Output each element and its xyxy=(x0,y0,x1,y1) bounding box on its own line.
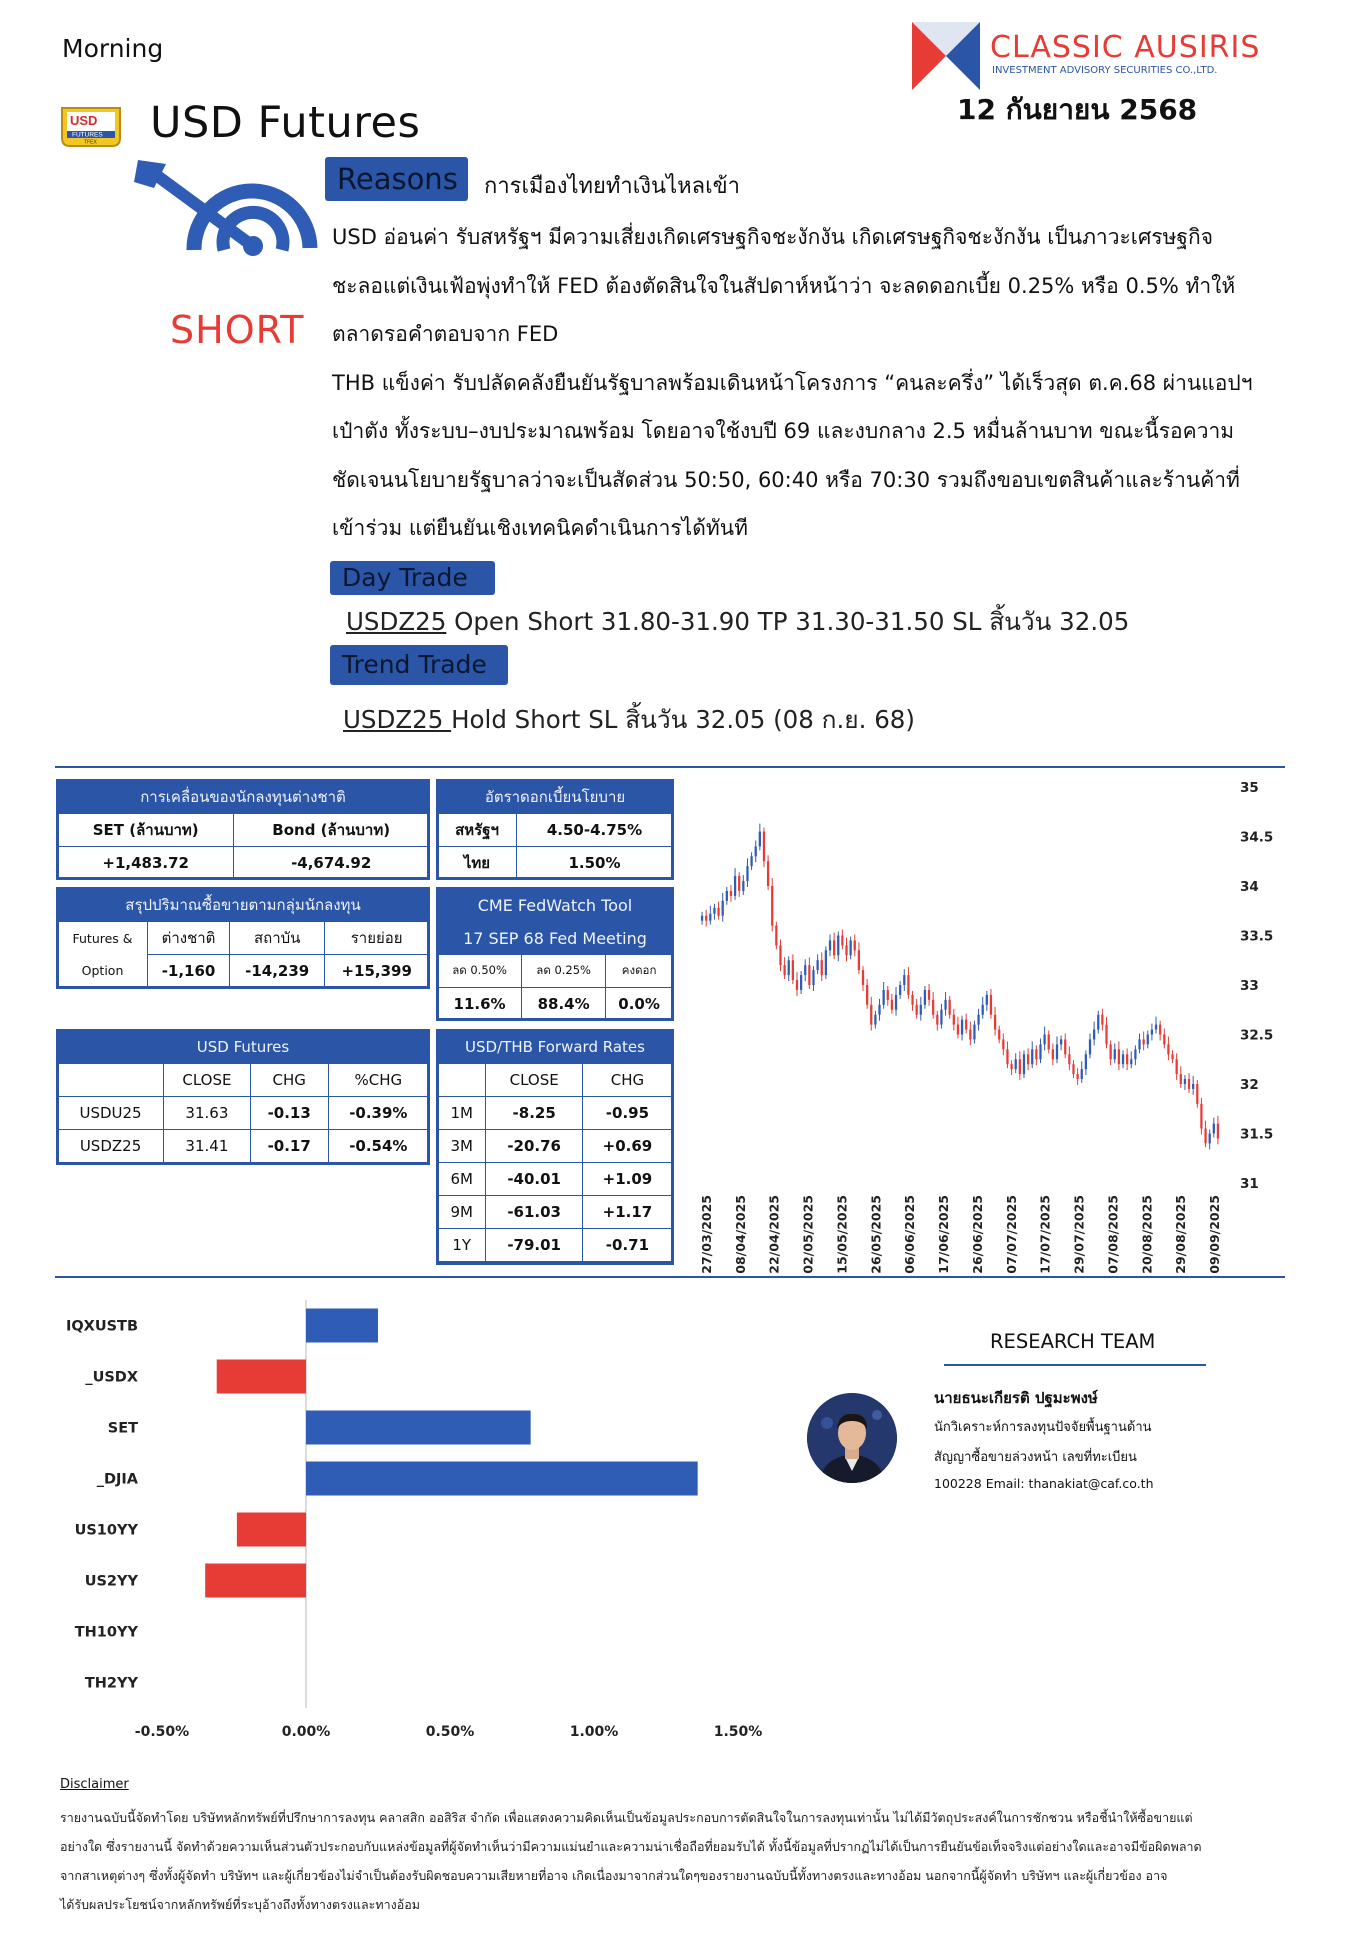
candle-body xyxy=(982,1005,984,1015)
usd-futures-pctchg: -0.54% xyxy=(328,1130,428,1163)
candle-body xyxy=(862,970,864,985)
bar-category-label: _USDX xyxy=(85,1369,138,1386)
candle-body xyxy=(1097,1015,1099,1030)
research-heading-underline xyxy=(944,1364,1206,1366)
reason-line: USD อ่อนค่า รับสหรัฐฯ มีความเสี่ยงเกิดเศรษฐกิจชะงักงัน เกิดเศรษฐกิจชะงักงัน เป็นภาวะเศรษฐกิจ xyxy=(332,225,1214,249)
reason-line: THB แข็งค่า รับปลัดคลังยืนยันรัฐบาลพร้อมเดินหน้าโครงการ “คนละครึ่ง” ได้เร็วสุด ต.ค.68 ผ่านแอปฯ xyxy=(332,370,1253,395)
candle-body xyxy=(1023,1054,1025,1074)
forward-rates-title: USD/THB Forward Rates xyxy=(438,1031,673,1064)
candle-body xyxy=(808,965,810,985)
bar xyxy=(217,1360,306,1394)
bar-category-label: US10YY xyxy=(74,1522,138,1539)
candle-body xyxy=(841,936,843,946)
candle-body xyxy=(845,945,847,955)
candle-body xyxy=(998,1030,1000,1040)
candle-body xyxy=(1110,1044,1112,1059)
report-date: 12 กันยายน 2568 xyxy=(957,93,1198,126)
candle-body xyxy=(994,1015,996,1030)
bar-category-label: SET xyxy=(107,1420,138,1437)
usd-futures-badge-icon xyxy=(58,104,124,150)
analyst-line1: นักวิเคราะห์การลงทุนปัจจัยพื้นฐานด้าน xyxy=(934,1420,1152,1435)
candle-body xyxy=(1101,1015,1103,1025)
reason-line: เป๋าตัง ทั้งระบบ–งบประมาณพร้อม โดยอาจใช้งบปี 69 และงบกลาง 2.5 หมื่นล้านบาท ขณะนี้รอความ xyxy=(332,419,1235,443)
candle-body xyxy=(1114,1049,1116,1059)
day-trade-symbol: USDZ25 xyxy=(346,607,447,636)
trend-trade-line xyxy=(343,700,915,739)
svg-text:TFEX: TFEX xyxy=(84,139,97,146)
investor-value-foreign: -1,160 xyxy=(148,955,230,988)
usdthb-candlestick-chart xyxy=(690,780,1290,1275)
investor-header-foreign: ต่างชาติ xyxy=(148,922,230,955)
investor-summary-table xyxy=(57,888,429,988)
x-tick-label: 27/03/2025 xyxy=(699,1195,714,1274)
usd-futures-table xyxy=(57,1030,429,1163)
candle-body xyxy=(1010,1064,1012,1069)
candle-body xyxy=(870,1005,872,1025)
candle-body xyxy=(1085,1054,1087,1069)
candle-body xyxy=(713,908,715,914)
bar-x-tick-label: -0.50% xyxy=(134,1724,190,1740)
disclaimer-body xyxy=(60,1803,1270,1919)
y-tick-label: 33 xyxy=(1240,978,1259,994)
x-tick-label: 26/06/2025 xyxy=(969,1195,985,1274)
fedwatch-header-cut25: ลด 0.25% xyxy=(522,955,606,988)
reasons-headline: การเมืองไทยทำเงินไหลเข้า xyxy=(484,174,741,199)
bar-category-label: _DJIA xyxy=(96,1471,138,1488)
candle-body xyxy=(742,881,744,891)
candle-body xyxy=(936,1015,938,1025)
product-title: USD Futures xyxy=(150,98,421,148)
forward-close: -61.03 xyxy=(486,1196,582,1229)
bar-x-tick-label: 0.50% xyxy=(425,1724,475,1740)
foreign-flow-col2: Bond (ล้านบาท) xyxy=(234,814,429,847)
usd-futures-header-blank xyxy=(58,1064,164,1097)
candle-body xyxy=(788,960,790,975)
candle-body xyxy=(1081,1069,1083,1079)
forward-chg: +1.17 xyxy=(582,1196,672,1229)
candle-body xyxy=(792,960,794,980)
table-row xyxy=(438,1196,673,1229)
candle-body xyxy=(1155,1025,1157,1030)
candle-body xyxy=(944,1000,946,1010)
usd-futures-symbol: USDZ25 xyxy=(58,1130,164,1163)
candle-body xyxy=(916,1005,918,1015)
candle-body xyxy=(949,1000,951,1015)
bar-category-label: TH10YY xyxy=(74,1624,138,1641)
market-change-bar-chart xyxy=(0,1290,800,1760)
candle-body xyxy=(734,876,736,896)
fedwatch-value-cut25: 88.4% xyxy=(522,988,606,1021)
candle-body xyxy=(746,866,748,881)
usd-futures-header-pctchg: %CHG xyxy=(328,1064,428,1097)
candle-body xyxy=(759,832,761,847)
candle-body xyxy=(920,1005,922,1015)
candle-body xyxy=(903,975,905,985)
forward-header-close: CLOSE xyxy=(486,1064,582,1097)
candle-body xyxy=(1213,1124,1215,1134)
bar xyxy=(306,1309,378,1343)
fedwatch-value-cut50: 11.6% xyxy=(438,988,522,1021)
section-divider-bottom xyxy=(55,1276,1285,1278)
reason-line: ชะลอแต่เงินเฟ้อพุ่งทำให้ FED ต้องตัดสินใจในสัปดาห์หน้าว่า จะลดดอกเบี้ย 0.25% หรือ 0.5% ทำให้ xyxy=(332,273,1236,298)
candle-body xyxy=(1159,1025,1161,1035)
candle-body xyxy=(1056,1044,1058,1059)
candle-body xyxy=(1196,1084,1198,1104)
candle-body xyxy=(1076,1074,1078,1079)
signal-short: SHORT xyxy=(170,308,305,352)
forward-chg: -0.71 xyxy=(582,1229,672,1262)
x-tick-label: 07/07/2025 xyxy=(1003,1195,1019,1274)
candle-body xyxy=(1048,1035,1050,1050)
table-row xyxy=(438,1097,673,1130)
x-tick-label: 17/06/2025 xyxy=(936,1195,952,1274)
bar xyxy=(205,1564,306,1598)
foreign-flow-set: +1,483.72 xyxy=(58,847,234,880)
disclaimer-line: อย่างใด ซึ่งรายงานนี้ จัดทำด้วยความเห็นส่วนตัวประกอบกับแหล่งข้อมูลที่ผู้จัดทำเห็นว่ามีความแม่นยำและความน่าเชื่อถือที่ยอมรับได้ ทั้งนี้ข้อมูลที่ปรากฏไม่ได้เป็นการยืนยันข้อเท็จจริงแต่อย่างใดและอาจมีข้อผิดพลาด xyxy=(60,1839,1202,1854)
investor-header-retail: รายย่อย xyxy=(325,922,429,955)
candle-body xyxy=(1031,1049,1033,1064)
x-tick-label: 29/07/2025 xyxy=(1071,1195,1087,1274)
candle-body xyxy=(783,965,785,975)
bar xyxy=(237,1513,306,1547)
candle-body xyxy=(891,1000,893,1010)
policy-rate-us-value: 4.50-4.75% xyxy=(517,814,673,847)
trend-trade-symbol: USDZ25 xyxy=(343,705,452,734)
analyst-line3: 100228 Email: thanakiat@caf.co.th xyxy=(934,1476,1154,1491)
y-tick-label: 31 xyxy=(1240,1176,1259,1192)
candle-body xyxy=(1147,1035,1149,1045)
bar-x-tick-label: 0.00% xyxy=(281,1724,331,1740)
candle-body xyxy=(796,980,798,990)
candle-body xyxy=(1068,1054,1070,1064)
y-tick-label: 35 xyxy=(1240,780,1259,796)
candle-body xyxy=(771,886,773,926)
forward-tenor: 1Y xyxy=(438,1229,486,1262)
candle-body xyxy=(833,940,835,955)
candle-body xyxy=(1134,1049,1136,1059)
table-row xyxy=(438,1229,673,1262)
candle-body xyxy=(829,940,831,950)
usd-futures-close: 31.63 xyxy=(164,1097,251,1130)
forward-header-chg: CHG xyxy=(582,1064,672,1097)
x-tick-label: 22/04/2025 xyxy=(766,1195,782,1274)
forward-tenor: 9M xyxy=(438,1196,486,1229)
candle-body xyxy=(1105,1025,1107,1045)
candle-body xyxy=(1200,1104,1202,1129)
fedwatch-subtitle: 17 SEP 68 Fed Meeting xyxy=(438,922,673,955)
forward-header-blank xyxy=(438,1064,486,1097)
candle-body xyxy=(1064,1039,1066,1054)
investor-summary-row-label: Futures & Option xyxy=(58,922,148,988)
y-tick-label: 34 xyxy=(1240,879,1259,895)
x-tick-label: 26/05/2025 xyxy=(868,1195,884,1274)
day-trade-text: Open Short 31.80-31.90 TP 31.30-31.50 SL สิ้นวัน 32.05 xyxy=(446,607,1130,636)
svg-text:FUTURES: FUTURES xyxy=(72,131,103,139)
candle-body xyxy=(1184,1079,1186,1084)
forward-close: -40.01 xyxy=(486,1163,582,1196)
candle-body xyxy=(878,1005,880,1015)
y-tick-label: 32 xyxy=(1240,1077,1259,1093)
disclaimer-line: ได้รับผลประโยชน์จากหลักทรัพย์ที่ระบุอ้างถึงทั้งทางตรงและทางอ้อม xyxy=(60,1897,420,1912)
policy-rate-title: อัตราดอกเบี้ยนโยบาย xyxy=(438,781,673,814)
x-tick-label: 29/08/2025 xyxy=(1173,1195,1189,1274)
candle-body xyxy=(1192,1084,1194,1089)
usd-futures-table-title: USD Futures xyxy=(58,1031,429,1064)
fedwatch-value-hold: 0.0% xyxy=(606,988,673,1021)
candle-body xyxy=(977,1015,979,1025)
candle-body xyxy=(722,901,724,916)
candle-body xyxy=(738,876,740,891)
candle-body xyxy=(1188,1079,1190,1089)
trend-trade-tag: Trend Trade xyxy=(330,645,508,685)
reason-line: ชัดเจนนโยบายรัฐบาลว่าจะเป็นสัดส่วน 50:50, 60:40 หรือ 70:30 รวมถึงขอบเขตสินค้าและร้านค้าที่ xyxy=(332,467,1240,492)
forward-close: -20.76 xyxy=(486,1130,582,1163)
policy-rate-table xyxy=(437,780,673,880)
candle-body xyxy=(1167,1044,1169,1054)
x-tick-label: 15/05/2025 xyxy=(834,1195,850,1274)
candle-body xyxy=(940,1010,942,1025)
candle-body xyxy=(1130,1059,1132,1064)
forward-rates-table xyxy=(437,1030,673,1262)
candle-body xyxy=(837,936,839,956)
x-tick-label: 07/08/2025 xyxy=(1105,1195,1121,1274)
forward-close: -8.25 xyxy=(486,1097,582,1130)
candle-body xyxy=(895,995,897,1010)
reason-line: ตลาดรอคำตอบจาก FED xyxy=(332,322,559,346)
usd-futures-symbol: USDU25 xyxy=(58,1097,164,1130)
day-trade-line xyxy=(346,602,1129,641)
bar-x-tick-label: 1.50% xyxy=(713,1724,763,1740)
disclaimer-line: รายงานฉบับนี้จัดทำโดย บริษัทหลักทรัพย์ที่ปรึกษาการลงทุน คลาสสิก ออสิริส จำกัด เพื่อแสดงความคิดเห็นเป็นข้อมูลประกอบการตัดสินใจในการลงทุนเท่านั้น ไม่ได้มีวัตถุประสงค์ในการชักชวน หรือชี้นำให้ซื้อขายแต่ xyxy=(60,1810,1193,1825)
candle-body xyxy=(866,985,868,1005)
x-tick-label: 17/07/2025 xyxy=(1037,1195,1053,1274)
candle-body xyxy=(717,908,719,916)
usd-futures-chg: -0.17 xyxy=(250,1130,328,1163)
usd-futures-header-chg: CHG xyxy=(250,1064,328,1097)
target-arrow-icon xyxy=(132,158,322,288)
candle-body xyxy=(730,891,732,896)
candle-body xyxy=(907,975,909,995)
policy-rate-th-value: 1.50% xyxy=(517,847,673,880)
candle-body xyxy=(986,995,988,1005)
candle-body xyxy=(800,975,802,990)
candle-body xyxy=(858,950,860,970)
x-tick-label: 09/09/2025 xyxy=(1207,1195,1222,1274)
analyst-name: นายธนะเกียรติ ปฐมะพงษ์ xyxy=(934,1389,1098,1407)
usd-futures-close: 31.41 xyxy=(164,1130,251,1163)
forward-chg: +1.09 xyxy=(582,1163,672,1196)
company-subtitle: INVESTMENT ADVISORY SECURITIES CO.,LTD. xyxy=(992,65,1218,76)
candle-body xyxy=(804,965,806,975)
candle-body xyxy=(973,1025,975,1040)
disclaimer-line: จากสาเหตุต่างๆ ซึ่งทั้งผู้จัดทำ บริษัทฯ และผู้เกี่ยวข้องไม่จำเป็นต้องรับผิดชอบความเสียหายที่อาจ เกิดเนื่องมาจากส่วนใดๆของรายงานฉบับนี้ทั้งทางตรงและทางอ้อม นอกจากนี้ผู้จัดทำ บริษัทฯ และผู้เกี่ยวข้อง อาจ xyxy=(60,1868,1168,1883)
table-row xyxy=(438,1130,673,1163)
bar-category-label: IQXUSTB xyxy=(65,1318,138,1335)
candle-body xyxy=(850,940,852,955)
candle-body xyxy=(1035,1049,1037,1059)
x-tick-label: 20/08/2025 xyxy=(1139,1195,1155,1274)
fedwatch-title: CME FedWatch Tool xyxy=(438,889,673,922)
candle-body xyxy=(1171,1054,1173,1059)
candle-body xyxy=(1163,1035,1165,1045)
policy-rate-us-label: สหรัฐฯ xyxy=(438,814,517,847)
trend-trade-text: Hold Short SL สิ้นวัน 32.05 (08 ก.ย. 68) xyxy=(451,705,915,734)
x-tick-label: 02/05/2025 xyxy=(800,1195,816,1274)
forward-tenor: 3M xyxy=(438,1130,486,1163)
reasons-body xyxy=(332,213,1342,553)
svg-text:USD: USD xyxy=(70,113,98,128)
candle-body xyxy=(924,990,926,1005)
candle-body xyxy=(726,891,728,901)
candle-body xyxy=(854,940,856,950)
y-tick-label: 32.5 xyxy=(1240,1027,1274,1044)
candle-body xyxy=(1217,1124,1219,1139)
analyst-avatar xyxy=(807,1393,897,1483)
candle-body xyxy=(1019,1059,1021,1074)
candle-body xyxy=(887,990,889,1000)
company-logo-icon xyxy=(912,22,980,90)
policy-rate-th-label: ไทย xyxy=(438,847,517,880)
investor-value-retail: +15,399 xyxy=(325,955,429,988)
forward-close: -79.01 xyxy=(486,1229,582,1262)
candle-body xyxy=(1138,1039,1140,1049)
candle-body xyxy=(1027,1054,1029,1064)
x-tick-label: 08/04/2025 xyxy=(732,1195,748,1274)
candle-body xyxy=(990,995,992,1015)
candle-body xyxy=(825,950,827,975)
candle-body xyxy=(701,916,703,921)
candle-body xyxy=(1006,1049,1008,1064)
candle-body xyxy=(1043,1035,1045,1045)
morning-label: Morning xyxy=(62,34,164,63)
day-trade-tag: Day Trade xyxy=(330,561,495,595)
candle-body xyxy=(775,926,777,946)
y-tick-label: 33.5 xyxy=(1240,928,1274,945)
reason-line: เข้าร่วม แต่ยืนยันเชิงเทคนิคดำเนินการได้ทันที xyxy=(332,516,748,540)
candle-body xyxy=(928,990,930,1000)
table-row xyxy=(58,1097,429,1130)
fedwatch-table xyxy=(437,888,673,1021)
candle-body xyxy=(1089,1039,1091,1054)
candle-body xyxy=(1015,1059,1017,1069)
fedwatch-header-hold: คงดอก xyxy=(606,955,673,988)
candle-body xyxy=(932,1000,934,1015)
candle-body xyxy=(767,861,769,886)
forward-chg: +0.69 xyxy=(582,1130,672,1163)
candle-body xyxy=(763,832,765,862)
candle-body xyxy=(961,1020,963,1035)
candle-body xyxy=(816,960,818,970)
candle-body xyxy=(899,985,901,995)
candle-body xyxy=(883,990,885,1005)
bar-category-label: TH2YY xyxy=(84,1675,138,1692)
forward-tenor: 6M xyxy=(438,1163,486,1196)
y-tick-label: 34.5 xyxy=(1240,829,1274,846)
bar-x-tick-label: 1.00% xyxy=(569,1724,619,1740)
bar xyxy=(306,1462,698,1496)
candle-body xyxy=(1176,1059,1178,1074)
candle-body xyxy=(911,995,913,1005)
usd-futures-header-close: CLOSE xyxy=(164,1064,251,1097)
fedwatch-header-cut50: ลด 0.50% xyxy=(438,955,522,988)
candle-body xyxy=(779,945,781,965)
candle-body xyxy=(1052,1049,1054,1059)
usd-futures-chg: -0.13 xyxy=(250,1097,328,1130)
investor-header-institution: สถาบัน xyxy=(230,922,325,955)
section-divider-top xyxy=(55,766,1285,768)
candle-body xyxy=(812,970,814,985)
research-team-heading: RESEARCH TEAM xyxy=(990,1330,1156,1353)
candle-body xyxy=(1039,1044,1041,1059)
candle-body xyxy=(1204,1129,1206,1144)
table-row xyxy=(438,1163,673,1196)
candle-body xyxy=(874,1015,876,1025)
candle-body xyxy=(1151,1030,1153,1035)
candle-body xyxy=(969,1030,971,1040)
usd-futures-pctchg: -0.39% xyxy=(328,1097,428,1130)
candle-body xyxy=(1118,1049,1120,1064)
candle-body xyxy=(755,846,757,856)
candle-body xyxy=(1093,1030,1095,1040)
foreign-flow-col1: SET (ล้านบาท) xyxy=(58,814,234,847)
foreign-flow-bond: -4,674.92 xyxy=(234,847,429,880)
candle-body xyxy=(965,1020,967,1030)
bar-category-label: US2YY xyxy=(84,1573,138,1590)
company-name: CLASSIC AUSIRIS xyxy=(990,30,1261,65)
reasons-tag: Reasons xyxy=(325,157,468,201)
y-tick-label: 31.5 xyxy=(1240,1126,1274,1143)
bar xyxy=(306,1411,531,1445)
candle-body xyxy=(1002,1039,1004,1049)
x-tick-label: 06/06/2025 xyxy=(902,1195,918,1274)
candle-body xyxy=(957,1025,959,1035)
foreign-flow-title: การเคลื่อนของนักลงทุนต่างชาติ xyxy=(58,781,429,814)
table-row xyxy=(58,1130,429,1163)
candle-body xyxy=(1072,1064,1074,1074)
candle-body xyxy=(1180,1074,1182,1084)
candle-body xyxy=(1122,1054,1124,1064)
candle-body xyxy=(709,914,711,921)
foreign-flow-table xyxy=(57,780,429,880)
investor-summary-title: สรุปปริมาณซื้อขายตามกลุ่มนักลงทุน xyxy=(58,889,429,922)
candle-body xyxy=(821,960,823,975)
analyst-line2: สัญญาซื้อขายล่วงหน้า เลขที่ทะเบียน xyxy=(934,1450,1137,1465)
candle-body xyxy=(953,1015,955,1025)
candle-body xyxy=(705,916,707,921)
forward-tenor: 1M xyxy=(438,1097,486,1130)
candle-body xyxy=(1060,1039,1062,1044)
candle-body xyxy=(1143,1039,1145,1044)
investor-value-institution: -14,239 xyxy=(230,955,325,988)
candle-body xyxy=(750,856,752,866)
candle-body xyxy=(1209,1134,1211,1144)
candle-body xyxy=(1126,1054,1128,1064)
disclaimer-title: Disclaimer xyxy=(60,1777,129,1792)
forward-chg: -0.95 xyxy=(582,1097,672,1130)
